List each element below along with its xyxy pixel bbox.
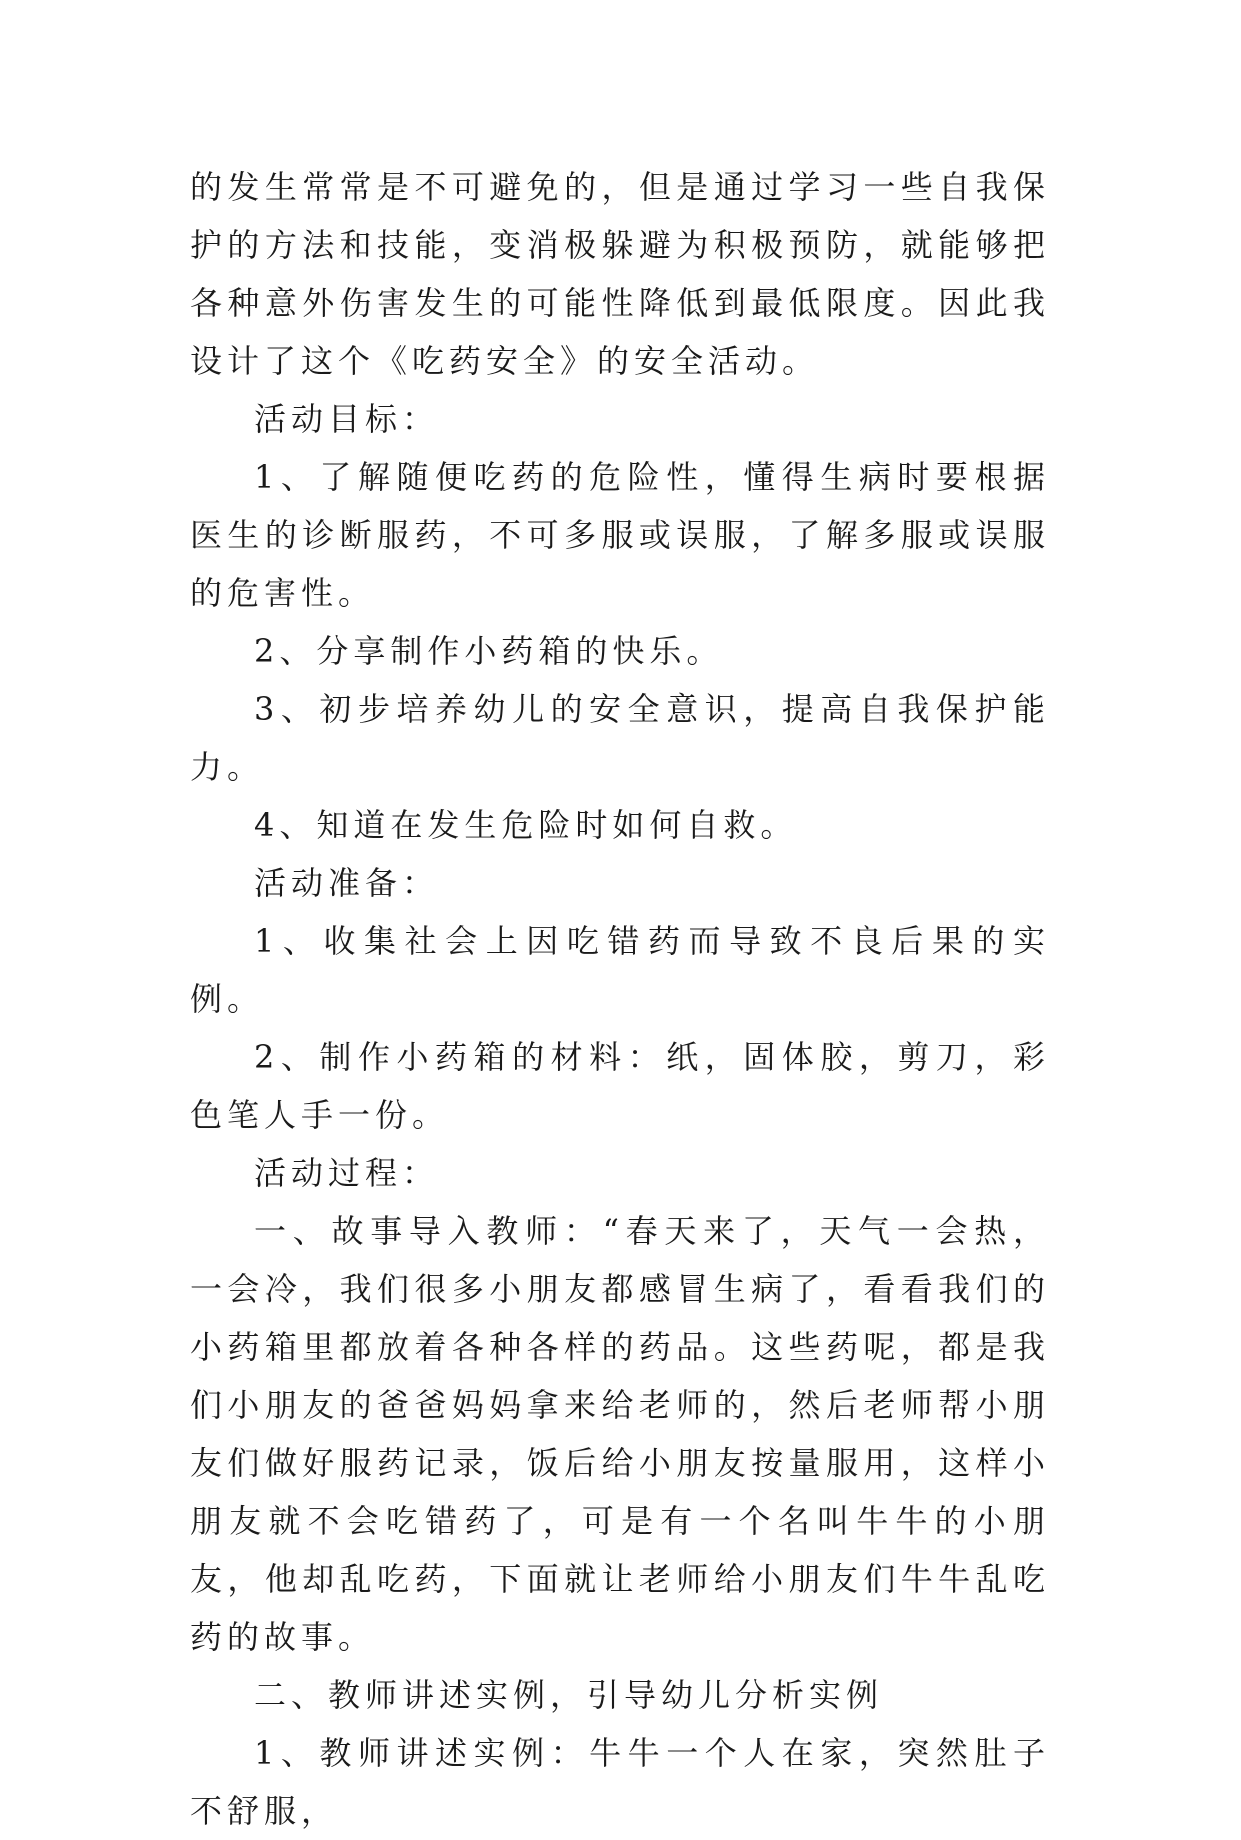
paragraph-intro-continuation: 的发生常常是不可避免的，但是通过学习一些自我保护的方法和技能，变消极躲避为积极预防，就能够把各种意外伤害发生的可能性降低到最低限度。因此我设计了这个《吃药安全》的安全活动。: [190, 168, 1050, 380]
goal-item-4: 4、知道在发生危险时如何自救。: [254, 806, 798, 844]
heading-activity-preparation: 活动准备：: [254, 864, 440, 902]
heading-activity-goals: 活动目标：: [254, 400, 440, 438]
process-step-2-heading: 二、教师讲述实例，引导幼儿分析实例: [254, 1676, 884, 1714]
preparation-item-2: 2、制作小药箱的材料：纸，固体胶，剪刀，彩色笔人手一份。: [190, 1038, 1050, 1134]
document-body: [190, 158, 1050, 1840]
goal-item-3: 3、初步培养幼儿的安全意识，提高自我保护能力。: [190, 690, 1050, 786]
goal-item-2: 2、分享制作小药箱的快乐。: [254, 632, 724, 670]
goal-item-1: 1、了解随便吃药的危险性，懂得生病时要根据医生的诊断服药，不可多服或误服，了解多服或误服的危害性。: [190, 458, 1050, 612]
heading-activity-process: 活动过程：: [254, 1154, 440, 1192]
process-step-2-item-1: 1、教师讲述实例：牛牛一个人在家，突然肚子不舒服，: [190, 1734, 1050, 1830]
process-step-1-story: 一、故事导入教师：“春天来了，天气一会热，一会冷，我们很多小朋友都感冒生病了，看看我们的小药箱里都放着各种各样的药品。这些药呢，都是我们小朋友的爸爸妈妈拿来给老师的，然后老师帮小朋友们做好服药记录，饭后给小朋友按量服用，这样小朋友就不会吃错药了，可是有一个名叫牛牛的小朋友，他却乱吃药，下面就让老师给小朋友们牛牛乱吃药的故事。: [190, 1212, 1050, 1656]
preparation-item-1: 1、收集社会上因吃错药而导致不良后果的实例。: [190, 922, 1050, 1018]
